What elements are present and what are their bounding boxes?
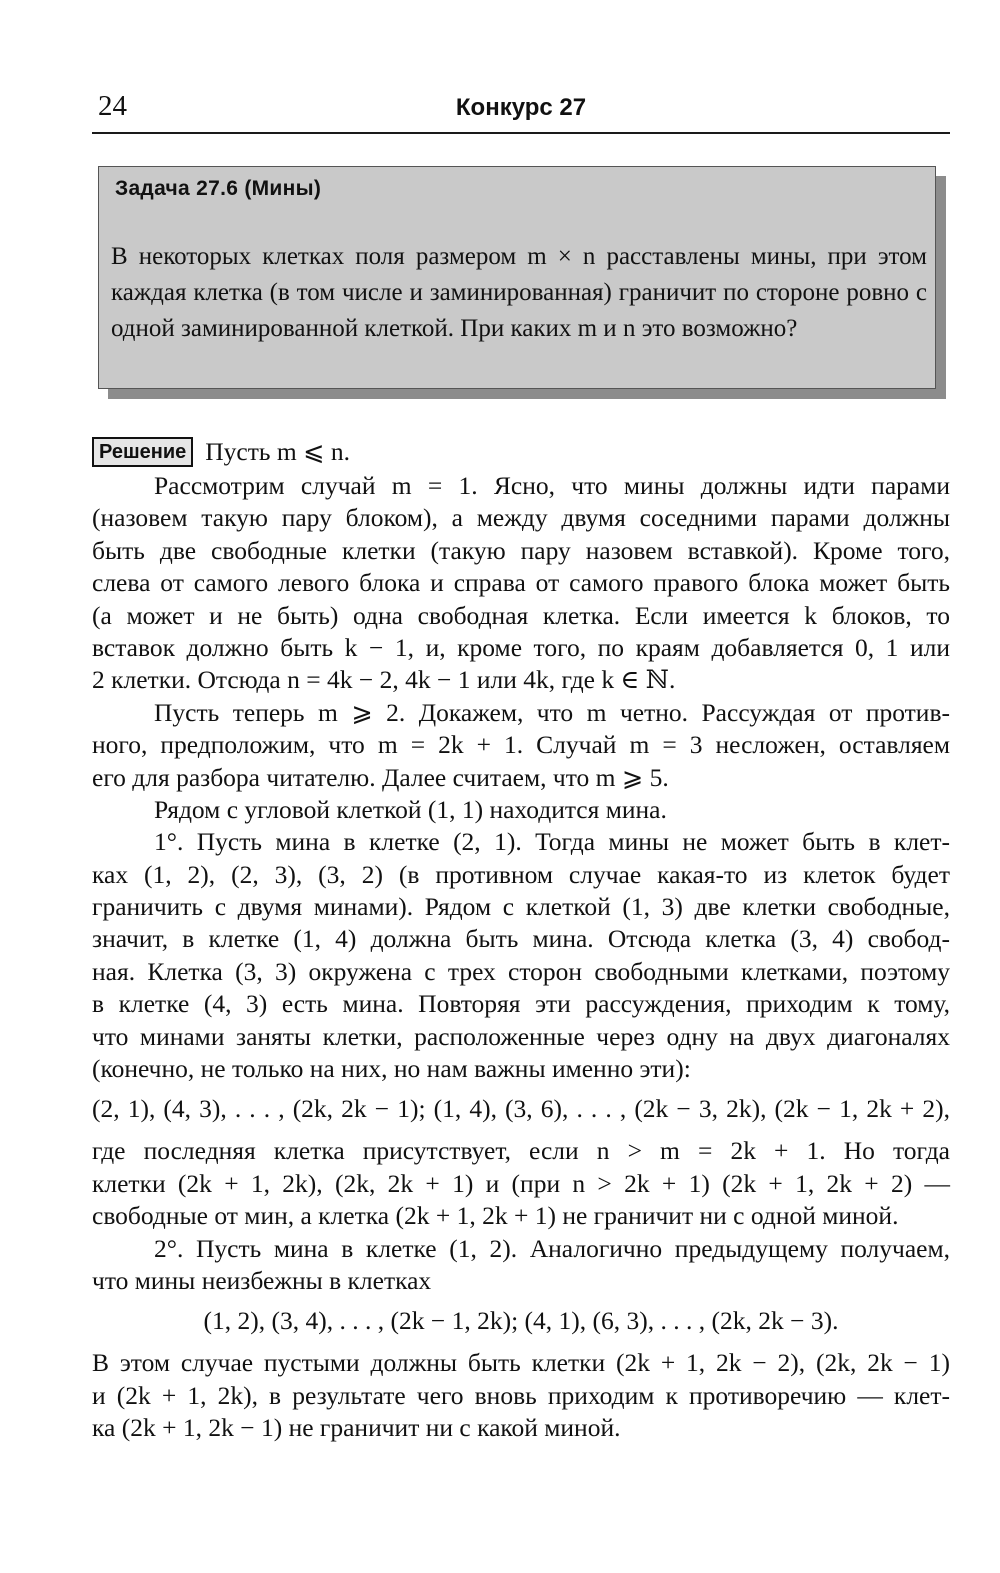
paragraph-line: где последняя клетка присутствует, если n > m = 2k + 1. Но тогда xyxy=(92,1136,950,1166)
paragraph-line: значит, в клетке (1, 4) должна быть мина. Отсюда клетка (3, 4) свобод- xyxy=(92,924,950,954)
problem-title: Задача 27.6 (Мины) xyxy=(115,177,322,200)
paragraph-line: (конечно, не только на них, но нам важны именно эти): xyxy=(92,1054,691,1084)
paragraph-line: 2°. Пусть мина в клетке (1, 2). Аналогично предыдущему получаем, xyxy=(154,1233,950,1263)
solution-label: Решение xyxy=(92,437,193,467)
paragraph-line: его для разбора читателю. Далее считаем, что m ⩾ 5. xyxy=(92,762,669,792)
paragraph-line: Рассмотрим случай m = 1. Ясно, что мины должны идти парами xyxy=(154,471,950,500)
paragraph-line: быть две свободные клетки (такую пару назовем вставкой). Кроме того, xyxy=(92,535,950,565)
paragraph-line: ная. Клетка (3, 3) окружена с трех сторон свободными клетками, поэтому xyxy=(92,956,950,986)
solution-section xyxy=(92,434,950,1445)
paragraph-line: свободные от мин, а клетка (2k + 1, 2k + 1) не граничит ни с одной миной. xyxy=(92,1201,899,1231)
page-number: 24 xyxy=(98,90,127,122)
solution-intro: Пусть m ⩽ n. xyxy=(205,437,350,466)
paragraph-line: Пусть теперь m ⩾ 2. Докажем, что m четно. Рассуждая от против- xyxy=(154,697,950,727)
paragraph-line: Рядом с угловой клеткой (1, 1) находится мина. xyxy=(154,794,667,824)
paragraph-line: (назовем такую пару блоком), а между двумя соседними парами должны xyxy=(92,503,950,533)
paragraph-line: (а может и не быть) одна свободная клетка. Если имеется k блоков, то xyxy=(92,600,950,630)
paragraph-line: 2 клетки. Отсюда n = 4k − 2, 4k − 1 или 4k, где k ∈ ℕ. xyxy=(92,665,676,695)
paragraph-line: ка (2k + 1, 2k − 1) не граничит ни с какой миной. xyxy=(92,1413,621,1443)
paragraph-line: что минами заняты клетки, расположенные через одну на двух диагоналях xyxy=(92,1021,950,1051)
paragraph-line: ках (1, 2), (2, 3), (3, 2) (в противном случае какая-то из клеток будет xyxy=(92,859,950,889)
page-header xyxy=(92,88,950,134)
paragraph-line: вставок должно быть k − 1, и, кроме того, по краям добавляется 0, 1 или xyxy=(92,632,950,662)
display-formula-1: (2, 1), (4, 3), . . . , (2k, 2k − 1); (1, 4), (3, 6), . . . , (2k − 3, 2k), (2k − 1, 2k + 2), xyxy=(92,1094,950,1124)
solution-intro-line xyxy=(92,434,950,470)
paragraph-line: и (2k + 1, 2k), в результате чего вновь приходим к противоречию — клет- xyxy=(92,1380,950,1410)
problem-statement: В некоторых клетках поля размером m × n расставлены мины, при этом каждая клетка (в том числе и заминированная) граничит по стороне ровно с одной заминированной клеткой. При каких m и n это возможно? xyxy=(111,243,927,342)
paragraph-line: В этом случае пустыми должны быть клетки (2k + 1, 2k − 2), (2k, 2k − 1) xyxy=(92,1348,950,1378)
paragraph-line: в клетке (4, 3) есть мина. Повторяя эти рассуждения, приходим к тому, xyxy=(92,989,950,1019)
paragraph-line: что мины неизбежны в клетках xyxy=(92,1265,432,1295)
paragraph-line: граничить с двумя минами). Рядом с клеткой (1, 3) две клетки свободные, xyxy=(92,892,950,922)
paragraph-line: слева от самого левого блока и справа от самого правого блока может быть xyxy=(92,568,950,598)
problem-box xyxy=(98,166,936,389)
running-title: Конкурс 27 xyxy=(455,94,587,121)
paragraph-line: клетки (2k + 1, 2k), (2k, 2k + 1) и (при n > 2k + 1) (2k + 1, 2k + 2) — xyxy=(92,1168,950,1198)
display-formula-2: (1, 2), (3, 4), . . . , (2k − 1, 2k); (4, 1), (6, 3), . . . , (2k, 2k − 3). xyxy=(203,1306,839,1336)
paragraph-line: ного, предположим, что m = 2k + 1. Случай m = 3 несложен, оставляем xyxy=(92,730,950,760)
paragraph-line: 1°. Пусть мина в клетке (2, 1). Тогда мины не может быть в клет- xyxy=(154,827,950,857)
